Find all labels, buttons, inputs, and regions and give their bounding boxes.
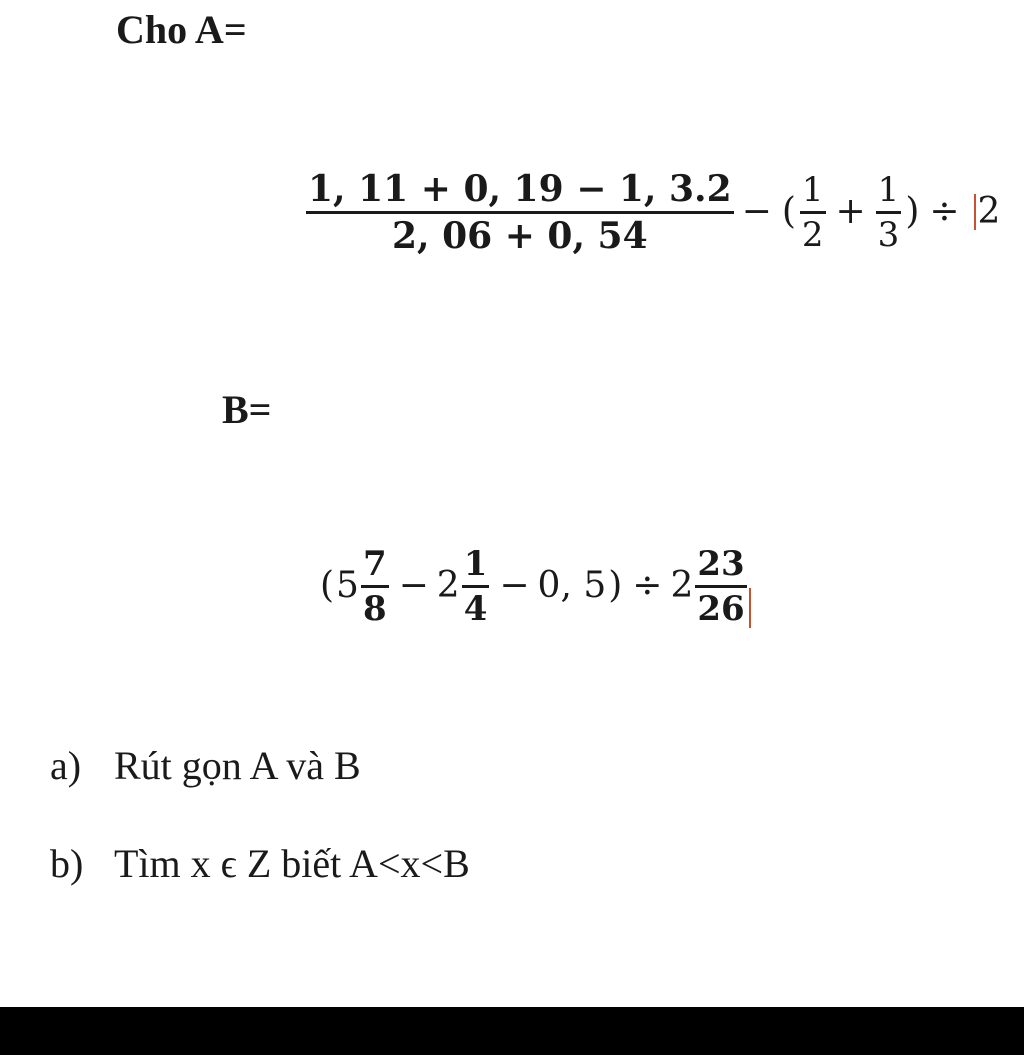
- divide-sign: ÷: [632, 565, 663, 606]
- mixed1-whole: 5: [336, 565, 359, 606]
- mixed2-whole: 2: [436, 565, 460, 606]
- fraction-third-denominator: 3: [877, 214, 900, 255]
- mixed3-fraction: [695, 543, 746, 629]
- mixed2-denominator: 4: [463, 588, 488, 629]
- question-a-text: Rút gọn A và B: [114, 743, 361, 788]
- bottom-black-bar: [0, 1007, 1024, 1055]
- mixed3-denominator: 26: [697, 588, 745, 629]
- minus-sign: −: [741, 191, 772, 232]
- mixed2-numerator: 1: [463, 543, 488, 584]
- question-b: [50, 841, 470, 886]
- minus-sign-1: −: [398, 565, 429, 606]
- mixed1-numerator: 7: [362, 543, 387, 584]
- open-paren: (: [320, 565, 335, 606]
- mixed2-fraction: [462, 543, 490, 629]
- label-b: B=: [222, 387, 272, 432]
- question-a-marker: a): [50, 743, 82, 788]
- mixed3-whole: 2: [670, 565, 694, 606]
- mixed3-numerator: 23: [697, 543, 745, 584]
- formula-b: [318, 536, 753, 636]
- text-cursor: [974, 194, 976, 230]
- plus-sign: +: [835, 191, 866, 232]
- main-fraction-numerator: 1, 11 + 0, 19 − 1, 3.2: [308, 167, 732, 210]
- text-cursor: [749, 588, 751, 628]
- fraction-half-denominator: 2: [801, 214, 824, 255]
- question-b-marker: b): [50, 841, 84, 886]
- label-a: Cho A=: [116, 7, 247, 52]
- fraction-half-numerator: 1: [801, 169, 824, 210]
- main-fraction: [306, 167, 734, 257]
- question-b-text: Tìm x ϵ Z biết A<x<B: [114, 841, 470, 886]
- mixed1-denominator: 8: [362, 588, 387, 629]
- fraction-third: [876, 169, 902, 255]
- formula-a: [306, 160, 1000, 264]
- divide-sign: ÷: [929, 191, 960, 232]
- minus-sign-2: −: [499, 565, 530, 606]
- fraction-half: [800, 169, 826, 255]
- divisor: 2: [977, 191, 1001, 232]
- mixed1-fraction: [361, 543, 389, 629]
- close-paren: ): [608, 565, 623, 606]
- close-paren: ): [905, 191, 920, 232]
- open-paren: (: [781, 191, 796, 232]
- fraction-third-numerator: 1: [877, 169, 900, 210]
- main-fraction-denominator: 2, 06 + 0, 54: [391, 214, 648, 257]
- question-a: [50, 743, 361, 788]
- decimal-value: 0, 5: [537, 565, 607, 606]
